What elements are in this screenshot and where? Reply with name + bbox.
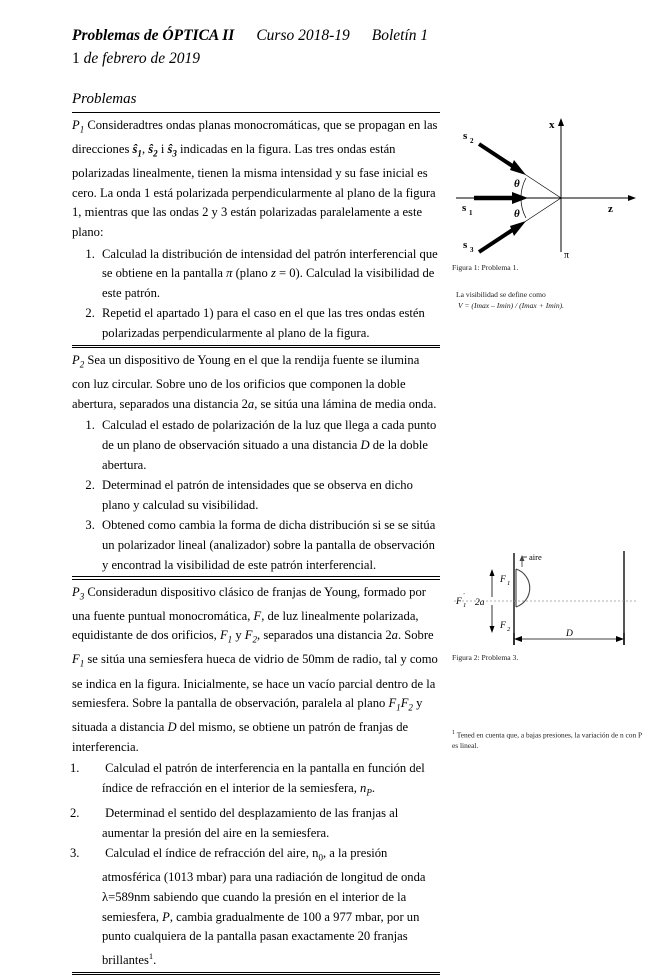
item-text: Calculad el estado de polarización de la luz que llega a cada punto de un plano de observación situado a una distancia: [102, 418, 437, 452]
figure-1-screen-pi: π: [564, 250, 570, 260]
list-item: [86, 804, 440, 843]
p3-text-e: . Sobre: [397, 628, 434, 643]
item-text: Repetid el apartado 1) para el caso en el que las tres ondas estén polarizadas perpendicularmente al plano de la figura.: [102, 306, 425, 340]
svg-text:2: 2: [507, 626, 511, 633]
screen-symbol: π: [226, 266, 233, 281]
problem-2-label: $P_2$: [72, 353, 85, 370]
svg-text:1: 1: [507, 580, 511, 587]
figure-1-axis-z: z: [608, 203, 613, 215]
course-label: Curso 2018-19: [256, 27, 350, 44]
variable-a2: a: [391, 628, 398, 643]
figure-1-angle-bottom: θ: [514, 208, 520, 220]
problem-1: [72, 113, 440, 344]
figure-1-label-s3: s: [463, 239, 468, 251]
item3-text-d: .: [153, 952, 157, 967]
list-item: [98, 245, 440, 304]
variable-a: a: [247, 396, 255, 411]
vector-s2: $ŝ_2$: [148, 142, 158, 159]
item-text-2: .: [371, 781, 376, 796]
figure-2-label-aire: aire: [529, 552, 542, 562]
svg-text:3: 3: [470, 246, 474, 254]
figure-1-caption: Figura 1: Problema 1.: [452, 263, 519, 272]
item-text: Obtened como cambia la forma de dicha distribución si se se sitúa un polarizador lineal (analizador) sobre la pantalla de observación y encontrad la visibilidad de este patrón interferencial.: [102, 518, 436, 572]
variable-F: F: [253, 608, 262, 623]
problem-1-text-a: Consideradtres ondas planas monocromáticas, que se propagan en las direcciones: [72, 118, 438, 157]
list-item: [86, 844, 440, 970]
figure-2-label-F-source: F: [456, 597, 462, 607]
svg-text:': ': [463, 592, 465, 599]
section-heading: Problemas: [72, 91, 137, 107]
figures-column: [452, 112, 642, 662]
figure-2-svg: [452, 549, 642, 649]
problem-3-statement: [72, 583, 440, 758]
figure-1-angle-top: θ: [514, 178, 520, 190]
problem-3: [72, 580, 440, 971]
p3-text-d: , separados una distancia 2: [257, 628, 392, 643]
variable-F2: $F_2$: [244, 628, 258, 645]
p3-text-c: y: [232, 628, 245, 643]
divider-rule-bottom: [72, 972, 440, 975]
problem-2-text-a: Sea un dispositivo de Young en el que la rendija fuente se ilumina con luz circular. Sobre uno de los orificios que componen la doble abertura, separados una distancia 2: [72, 353, 420, 411]
problem-1-statement: $P_1$ Consideradtres ondas planas monocromáticas, que se propagan en las direcciones $ŝ_1$, $ŝ_2$ i $ŝ_3$ indicadas en la figura. Las tres ondas están polarizadas linealmente, tienen la misma intensidad y su fase inicial es cero. La onda 1 está polarizada perpendicularmente al plano de la figura 1, mientras que las ondas 2 y 3 están polarizadas paralelamente a este plano:: [72, 118, 438, 239]
variable-F1: $F_1$: [219, 628, 233, 645]
vector-s3: $ŝ_3$: [167, 142, 177, 159]
figure-2-label-F2: F: [500, 621, 506, 631]
problem-2-statement: [72, 351, 440, 414]
footnote: [452, 728, 642, 751]
item-text: Determinad el patrón de intensidades que se observa en dicho plano y calculad su visibilidad.: [102, 478, 413, 512]
item3-text-c: , cambia gradualmente de 100 a 977 mbar, por un punto cualquiera de la pantalla pasan exactamente 20 franjas brillantes: [102, 909, 420, 967]
variable-F1b: $F_1$: [72, 652, 85, 669]
variable-nP: $n_P$: [360, 781, 372, 798]
visibility-note-formula: V = (Imax – Imin) / (Imax + Imin).: [458, 301, 565, 310]
footnote-number: 1: [452, 730, 455, 736]
header-line-2: [72, 48, 492, 70]
svg-text:2: 2: [470, 137, 474, 145]
problem-1-label: $P_1$: [72, 118, 85, 135]
problem-1-text-b: indicadas en la figura. Las tres ondas están polarizadas linealmente, tienen la misma intensidad y su fase inicial es cero. La onda 1 está polarizada perpendicularmente al plano de la figura 1, mientras que las ondas 2 y 3 están polarizadas paralelamente a este plano:: [72, 142, 436, 239]
visibility-note-line-1: La visibilidad se define como: [456, 290, 546, 299]
header-line-1: [72, 26, 492, 46]
variable-F1F2: $F_1F_2$: [388, 696, 413, 713]
problem-3-items: [72, 759, 440, 970]
problem-3-label: $P_3$: [72, 584, 85, 602]
item-text-2: (plano: [232, 266, 271, 281]
figure-1-label-s1: s: [462, 202, 467, 214]
problem-2: [72, 348, 440, 575]
variable-P: P: [162, 909, 170, 924]
problem-1-items: [72, 245, 440, 344]
p3-text-h: del mismo, se obtiene un patrón de franjas de interferencia.: [72, 720, 409, 754]
list-item: [98, 416, 440, 475]
date-text: de febrero de 2019: [83, 50, 200, 67]
svg-text:1: 1: [469, 209, 473, 217]
figure-1-axis-x: x: [549, 119, 555, 131]
item3-text-a: Calculad el índice de refracción del aire, n: [105, 846, 319, 861]
figure-1-label-s2: s: [463, 130, 468, 142]
variable-z: z: [270, 266, 276, 281]
subscript-0: 0: [318, 852, 323, 863]
figure-2-label-2a: 2a: [475, 598, 485, 608]
item-text-3: = 0). Calculad la visibilidad de este patrón.: [102, 266, 435, 300]
p3-text-f: se sitúa una semiesfera hueca de vidrio de 50mm de radio, tal y como se indica en la figura. Inicialmente, se hace un vacío parcial dentro de la semiesfera. Sobre la pantalla de observación, paralela al plano: [72, 652, 438, 711]
variable-D2: D: [167, 720, 177, 735]
problem-2-items: [72, 416, 440, 575]
date-number: 1: [72, 50, 80, 67]
figure-2-label-F1: F: [500, 575, 506, 585]
problem-2-text-b: , se sitúa una lámina de media onda.: [254, 396, 437, 411]
svg-text:1: 1: [463, 602, 467, 609]
vector-s1: $ŝ_1$: [132, 142, 142, 159]
footnote-marker: 1: [148, 950, 154, 961]
figure-2: [452, 549, 642, 649]
p3-text-g: y situada a distancia: [72, 696, 423, 735]
document-title: Problemas de ÓPTICA II: [72, 27, 235, 44]
footnote-text: Tened en cuenta que, a bajas presiones, la variación de n con P es lineal.: [452, 730, 642, 751]
list-item: [98, 476, 440, 515]
visibility-note: [452, 289, 642, 311]
figure-1-svg: [452, 112, 642, 260]
bulletin-label: Boletín 1: [371, 27, 429, 44]
variable-D: D: [360, 437, 370, 452]
p3-text-a: Consideradun dispositivo clásico de franjas de Young, formado por una fuente puntual monocromática,: [72, 584, 426, 623]
item-text: Calculad el patrón de interferencia en la pantalla en función del índice de refracción en el interior de la semiesfera,: [102, 761, 425, 796]
figure-1: [452, 112, 642, 260]
figure-2-caption: Figura 2: Problema 3.: [452, 653, 519, 662]
item-text: Determinad el sentido del desplazamiento de las franjas al aumentar la presión del aire en la semiesfera.: [102, 806, 399, 840]
p3-text-b: , de luz linealmente polarizada, equidistante de dos orificios,: [72, 608, 419, 643]
item-text-2: de la doble abertura.: [102, 437, 428, 472]
figure-2-label-D: D: [566, 629, 573, 639]
list-item: [98, 304, 440, 343]
problems-column: [72, 112, 440, 975]
item-text: Calculad la distribución de intensidad del patrón interferencial que se obtiene en la pantalla: [102, 246, 438, 281]
list-item: [86, 759, 440, 803]
document-header: [72, 26, 492, 70]
list-item: [98, 516, 440, 575]
item3-text-b: , a la presión atmosférica (1013 mbar) para una radiación de longitud de onda λ=589nm sabiendo que cuando la presión en el interior de la semiesfera,: [102, 846, 426, 924]
